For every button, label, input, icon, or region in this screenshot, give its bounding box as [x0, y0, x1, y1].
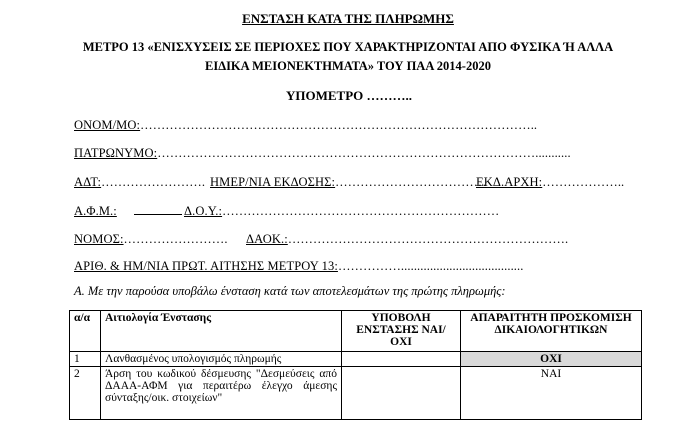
measure-title-line1: ΜΕΤΡΟ 13 «ΕΝΙΣΧΥΣΕΙΣ ΣΕ ΠΕΡΙΟΧΕΣ ΠΟΥ ΧΑΡΑΚΤΗΡΙΖΟΝΤΑΙ ΑΠΟ ΦΥΣΙΚΑ Ή ΑΛΛΑ — [82, 40, 614, 54]
application-label: ΑΡΙΘ. & ΗΜ/ΝΙΑ ΠΡΩΤ. ΑΙΤΗΣΗΣ ΜΕΤΡΟΥ 13: — [74, 259, 338, 273]
table-row — [70, 352, 642, 367]
application-field[interactable] — [74, 259, 524, 274]
father-name-dots: ………………………………………………………………………………........... — [157, 146, 571, 160]
daok-dots: …………………………………………………………. — [287, 232, 569, 246]
afm-blank-line — [134, 204, 182, 215]
daok-label: ΔΑΟΚ.: — [246, 232, 288, 246]
objection-table — [69, 310, 642, 420]
afm-field[interactable] — [74, 204, 182, 219]
adt-label: ΑΔΤ: — [74, 175, 102, 189]
row2-reason: Άρση του κωδικού δέσμευσης "Δεσμεύσεις από ΔΑΑΑ-ΑΦΜ για περαιτέρω έλεγχο άμεσης σύνταξης/οικ. στοιχείων" — [101, 367, 342, 420]
issuing-authority-field[interactable] — [476, 175, 624, 190]
row1-documents: ΟΧΙ — [461, 352, 642, 367]
issue-date-label: ΗΜΕΡ/ΝΙΑ ΕΚΔΟΣΗΣ: — [210, 175, 336, 189]
header-submit: ΥΠΟΒΟΛΗ ΕΝΣΤΑΣΗΣ ΝΑΙ/ΟΧΙ — [342, 311, 461, 352]
doy-label: Δ.Ο.Υ.: — [184, 204, 223, 218]
issue-date-field[interactable] — [210, 175, 486, 190]
name-label: ΟΝΟΜ/ΜΟ: — [74, 118, 141, 132]
table-row — [70, 367, 642, 420]
row2-num: 2 — [70, 367, 101, 420]
doy-field[interactable] — [184, 204, 499, 219]
issuing-authority-dots: ……………….. — [542, 175, 625, 189]
intro-text: Α. Με την παρούσα υποβάλω ένσταση κατά των αποτελεσμάτων της πρώτης πληρωμής: — [74, 284, 506, 298]
nomos-field[interactable] — [74, 232, 228, 247]
application-dots: ……………...................................... — [337, 259, 524, 273]
father-name-label: ΠΑΤΡΩΝΥΜΟ: — [74, 146, 158, 160]
table-header-row — [70, 311, 642, 352]
nomos-dots: ……………………. — [123, 232, 228, 246]
name-dots: ………………………………………………………………………………….. — [140, 118, 538, 132]
row2-submit-cell[interactable] — [342, 367, 461, 420]
adt-dots: ……………………. — [101, 175, 206, 189]
submeasure-label: ΥΠΟΜΕΤΡΟ ……….. — [286, 88, 413, 103]
row1-num: 1 — [70, 352, 101, 367]
daok-field[interactable] — [246, 232, 568, 247]
document-title: ΕΝΣΤΑΣΗ ΚΑΤΑ ΤΗΣ ΠΛΗΡΩΜΗΣ — [242, 11, 454, 26]
issuing-authority-label: ΕΚΔ.ΑΡΧΗ: — [476, 175, 543, 189]
header-num: α/α — [70, 311, 101, 352]
row2-documents: ΝΑΙ — [461, 367, 642, 420]
father-name-field[interactable] — [74, 146, 571, 161]
name-field[interactable] — [74, 118, 537, 133]
header-reason: Αιτιολογία Ένστασης — [101, 311, 342, 352]
issue-date-dots: ……………………………… — [335, 175, 487, 189]
afm-label: Α.Φ.Μ.: — [74, 204, 117, 218]
row1-submit-cell[interactable] — [342, 352, 461, 367]
header-documents: ΑΠΑΡΑΙΤΗΤΗ ΠΡΟΣΚΟΜΙΣΗ ΔΙΚΑΙΟΛΟΓΗΤΙΚΩΝ — [461, 311, 642, 352]
row1-reason: Λανθασμένος υπολογισμός πληρωμής — [101, 352, 342, 367]
adt-field[interactable] — [74, 175, 205, 190]
nomos-label: ΝΟΜΟΣ: — [74, 232, 124, 246]
doy-dots: ………………………………………………………… — [222, 204, 500, 218]
measure-title-line2: ΕΙΔΙΚΑ ΜΕΙΟΝΕΚΤΗΜΑΤΑ» ΤΟΥ ΠΑΑ 2014-2020 — [205, 59, 491, 73]
